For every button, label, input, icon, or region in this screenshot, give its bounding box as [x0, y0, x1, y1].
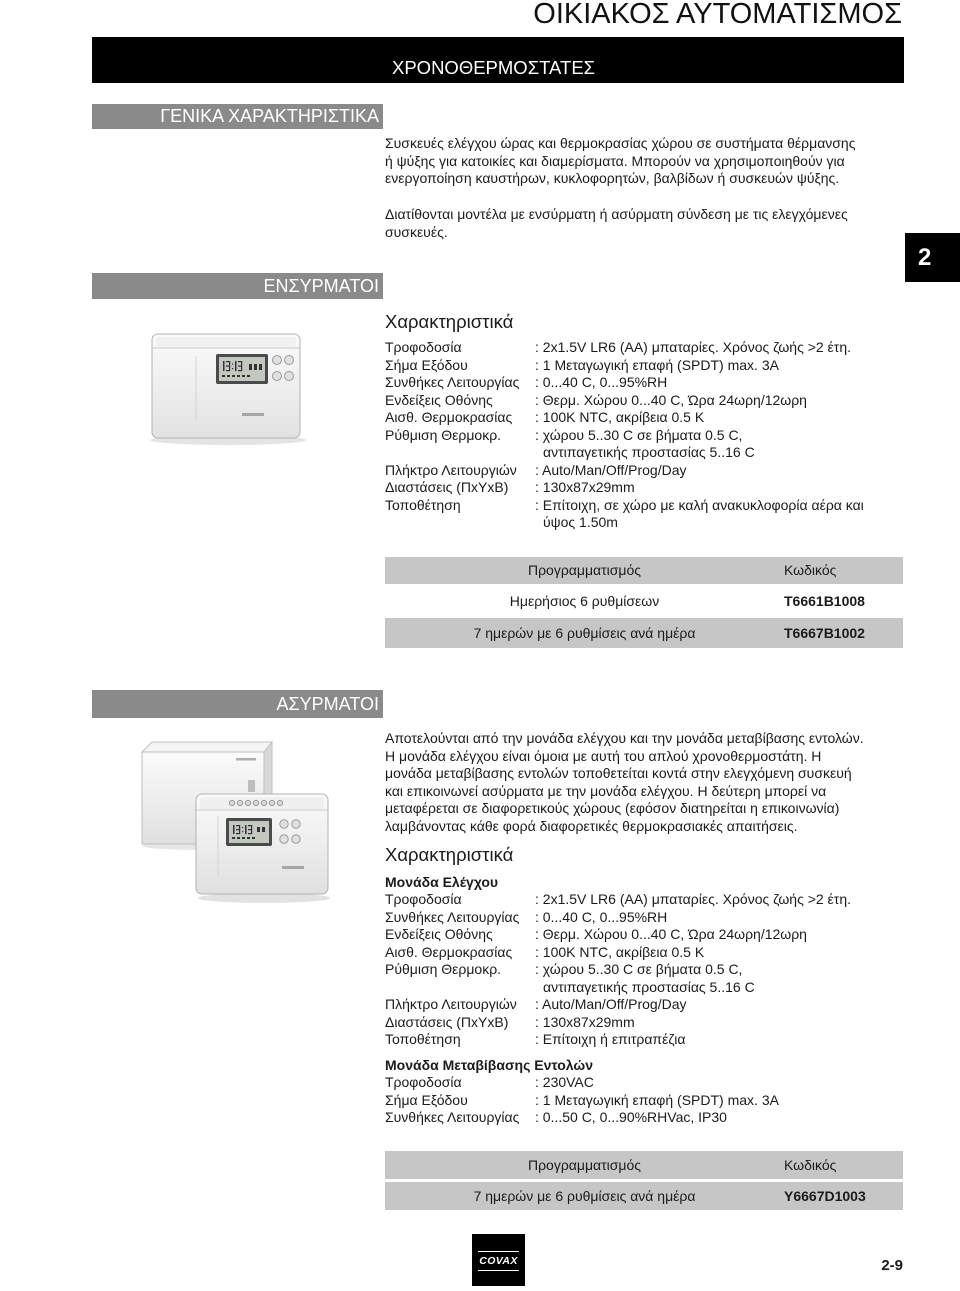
spec-row: [385, 409, 905, 427]
spec-row: [385, 497, 905, 532]
spec-row: [385, 1014, 905, 1032]
features-title-wireless: Χαρακτηριστικά: [385, 844, 514, 865]
table-cell-code: Y6667D1003: [784, 1188, 866, 1204]
spec-label: Πλήκτρο Λειτουργιών: [385, 996, 517, 1012]
section-heading-general: ΓΕΝΙΚΑ ΧΑΡΑΚΤΗΡΙΣΤΙΚΑ: [92, 104, 383, 129]
transmitter-unit-title: Μονάδα Μεταβίβασης Εντολών: [385, 1057, 594, 1073]
logo-text: COVAX: [479, 1255, 518, 1267]
spec-row: [385, 1031, 905, 1049]
brand-mark: [242, 413, 264, 416]
spec-value: [535, 357, 779, 375]
spec-row: [385, 1074, 905, 1092]
spec-value-line: : 230VAC: [535, 1074, 594, 1090]
control-unit: [196, 794, 330, 903]
spec-label: Συνθήκες Λειτουργίας: [385, 1109, 520, 1125]
spec-label: Ρύθμιση Θερμοκρ.: [385, 426, 502, 443]
spec-value-line: : χώρου 5..30 C σε βήματα 0.5 C,: [535, 961, 743, 977]
spec-label: Τροφοδοσία: [385, 1074, 462, 1090]
paragraph-line: Διατίθονται μοντέλα με ενσύρματη ή ασύρματη σύνδεση με τις ελεγχόμενες: [385, 206, 848, 222]
spec-value-line: : 100K NTC, ακρίβεια 0.5 K: [535, 943, 705, 960]
table-cell-programming: Ημερήσιος 6 ρυθμίσεων: [509, 593, 660, 609]
spec-value: [535, 996, 686, 1014]
paragraph-line: Συσκευές ελέγχου ώρας και θερμοκρασίας χώρου σε συστήματα θέρμανσης: [385, 135, 856, 151]
spec-label: Τροφοδοσία: [385, 339, 462, 355]
spec-value: [535, 497, 864, 532]
table-cell-programming: 7 ημερών με 6 ρυθμίσεις ανά ημέρα: [473, 625, 696, 641]
spec-value: [535, 409, 704, 427]
features-title-wired: Χαρακτηριστικά: [385, 311, 514, 332]
spec-list-transmitter-unit: [385, 1074, 905, 1127]
category-bar: [92, 37, 904, 83]
spec-row: [385, 996, 905, 1014]
table-header-code: Κωδικός: [784, 1157, 837, 1173]
paragraph-line: Η μονάδα ελέγχου είναι όμοια με αυτή του απλού χρονοθερμοστάτη. Η: [385, 747, 822, 764]
spec-value-line: : 1 Μεταγωγική επαφή (SPDT) max. 3A: [535, 356, 779, 373]
control-unit-title: Μονάδα Ελέγχου: [385, 874, 499, 890]
spec-label: Διαστάσεις (ΠxΥxΒ): [385, 479, 509, 495]
page-number: 2-9: [881, 1257, 903, 1274]
spec-label: Συνθήκες Λειτουργίας: [385, 374, 520, 390]
spec-row: [385, 392, 905, 410]
spec-label: Συνθήκες Λειτουργίας: [385, 908, 520, 925]
table-header-programming: Προγραμματισμός: [527, 1157, 642, 1173]
table-row: [385, 1182, 903, 1210]
spec-value-line: : Auto/Man/Off/Prog/Day: [535, 996, 687, 1012]
paragraph-line: συσκευές.: [385, 223, 448, 240]
spec-value: [535, 909, 667, 927]
spec-label: Ενδείξεις Οθόνης: [385, 926, 493, 942]
spec-value-line: : Επίτοιχη, σε χώρο με καλή ανακυκλοφορία αέρα και: [535, 496, 864, 513]
spec-row: [385, 944, 905, 962]
spec-row: [385, 891, 905, 909]
spec-row: [385, 374, 905, 392]
covax-logo: [472, 1234, 525, 1286]
spec-value-line: : 2x1.5V LR6 (AA) μπαταρίες. Χρόνος ζωής >2 έτη.: [535, 891, 852, 907]
spec-value: [535, 1092, 779, 1110]
table-header-code: Κωδικός: [784, 562, 837, 578]
brand-mark: [282, 866, 304, 869]
spec-label: Τροφοδοσία: [385, 891, 462, 907]
spec-value: [535, 392, 807, 410]
spec-value-line: : 0...50 C, 0...90%RHVac, IP30: [535, 1109, 727, 1125]
spec-value-line: : 130x87x29mm: [535, 479, 635, 495]
spec-value: [535, 1074, 594, 1092]
spec-list-control-unit: [385, 891, 905, 1049]
spec-row: [385, 961, 905, 996]
spec-value: [535, 944, 704, 962]
table-row: [385, 587, 903, 615]
spec-value-line: ύψος 1.50m: [543, 514, 618, 530]
spec-value: [535, 1014, 635, 1032]
spec-value-line: : χώρου 5..30 C σε βήματα 0.5 C,: [535, 426, 743, 443]
spec-value-line: αντιπαγετικής προστασίας 5..16 C: [543, 978, 755, 995]
spec-value-line: : Θερμ. Χώρου 0...40 C, Ώρα 24ωρη/12ωρη: [535, 926, 807, 942]
spec-value-line: αντιπαγετικής προστασίας 5..16 C: [543, 444, 755, 460]
spec-value-line: : 130x87x29mm: [535, 1013, 635, 1030]
paragraph-line: ή ψύξης για κατοικίες και διαμερίσματα. Μπορούν να χρησιμοποιηθούν για: [385, 152, 845, 169]
table-header-row: [385, 557, 903, 584]
spec-row: [385, 462, 905, 480]
table-header-row: [385, 1151, 903, 1179]
spec-label: Αισθ. Θερμοκρασίας: [385, 943, 513, 960]
spec-row: [385, 339, 905, 357]
spec-label: Αισθ. Θερμοκρασίας: [385, 409, 513, 425]
spec-value: [535, 479, 635, 497]
table-row: [385, 618, 903, 648]
spec-value-line: : 100K NTC, ακρίβεια 0.5 K: [535, 409, 705, 425]
page-title: ΟΙΚΙΑΚΟΣ ΑΥΤΟΜΑΤΙΣΜΟΣ: [533, 0, 902, 30]
logo-stripe: [478, 1251, 519, 1252]
wireless-paragraph: [385, 730, 864, 835]
spec-row: [385, 357, 905, 375]
spec-value: [535, 1109, 727, 1127]
spec-value-line: : 1 Μεταγωγική επαφή (SPDT) max. 3A: [535, 1091, 779, 1108]
spec-row: [385, 926, 905, 944]
table-cell-programming: 7 ημερών με 6 ρυθμίσεις ανά ημέρα: [473, 1188, 696, 1204]
chapter-tab: 2: [905, 233, 960, 282]
product-code-table-wireless: [385, 1151, 903, 1210]
spec-value-line: : 0...40 C, 0...95%RH: [535, 374, 668, 390]
spec-value: [535, 427, 755, 462]
table-cell-code: T6667B1002: [784, 625, 865, 641]
category-label: ΧΡΟΝΟΘΕΡΜΟΣΤΑΤΕΣ: [392, 57, 596, 78]
section-heading-wired: ΕΝΣΥΡΜΑΤΟΙ: [92, 273, 383, 299]
spec-label: Σήμα Εξόδου: [385, 356, 468, 373]
section-heading-wireless: ΑΣΥΡΜΑΤΟΙ: [92, 690, 383, 718]
spec-value: [535, 462, 686, 480]
table-header-programming: Προγραμματισμός: [527, 562, 642, 578]
intro-paragraph: [385, 135, 855, 188]
spec-label: Σήμα Εξόδου: [385, 1091, 468, 1108]
spec-label: Διαστάσεις (ΠxΥxΒ): [385, 1013, 509, 1030]
paragraph-line: ενεργοποίηση καυστήρων, κυκλοφορητών, βαλβίδων ή συσκευών ψύξης.: [385, 170, 840, 186]
spec-label: Τοποθέτηση: [385, 496, 461, 513]
spec-row: [385, 1092, 905, 1110]
models-paragraph: [385, 206, 848, 241]
logo-stripe: [478, 1270, 519, 1271]
spec-label: Ρύθμιση Θερμοκρ.: [385, 961, 502, 977]
spec-value: [535, 339, 851, 357]
spec-value: [535, 926, 807, 944]
spec-label: Ενδείξεις Οθόνης: [385, 391, 493, 408]
spec-value: [535, 1031, 685, 1049]
paragraph-line: και επικοινωνεί ασύρματα με την μονάδα ελέγχου. Η δεύτερη μπορεί να: [385, 782, 827, 799]
wireless-thermostat-set-icon: [132, 736, 338, 906]
spec-list-wired: [385, 339, 905, 532]
spec-label: Πλήκτρο Λειτουργιών: [385, 461, 517, 478]
display-screen: [216, 354, 268, 384]
paragraph-line: μονάδα μεταβίβασης εντολών τοποθετείται κοντά στην ελεγχόμενη συσκευή: [385, 765, 852, 781]
spec-value-line: : Θερμ. Χώρου 0...40 C, Ώρα 24ωρη/12ωρη: [535, 391, 807, 408]
product-code-table-wired: [385, 557, 903, 648]
spec-row: [385, 479, 905, 497]
spec-row: [385, 909, 905, 927]
spec-row: [385, 427, 905, 462]
display-screen: [226, 818, 272, 846]
spec-value: [535, 374, 667, 392]
paragraph-line: μεταφέρεται σε διαφορετικούς χώρους (εφόσον διατηρείται η επικοινωνία): [385, 800, 840, 816]
spec-value: [535, 961, 755, 996]
spec-value-line: : Auto/Man/Off/Prog/Day: [535, 461, 687, 478]
paragraph-line: λαμβάνοντας κάθε φορά διαφορετικές θερμοκρασιακές απαιτήσεις.: [385, 817, 798, 834]
paragraph-line: Αποτελούνται από την μονάδα ελέγχου και την μονάδα μεταβίβασης εντολών.: [385, 730, 864, 746]
table-cell-code: T6661B1008: [784, 593, 865, 609]
spec-label: Τοποθέτηση: [385, 1031, 461, 1047]
thermostat-icon: [138, 322, 310, 448]
spec-value: [535, 891, 851, 909]
spec-value-line: : 2x1.5V LR6 (AA) μπαταρίες. Χρόνος ζωής >2 έτη.: [535, 339, 852, 355]
spec-row: [385, 1109, 905, 1127]
spec-value-line: : Επίτοιχη ή επιτραπέζια: [535, 1031, 686, 1047]
spec-value-line: : 0...40 C, 0...95%RH: [535, 908, 668, 925]
